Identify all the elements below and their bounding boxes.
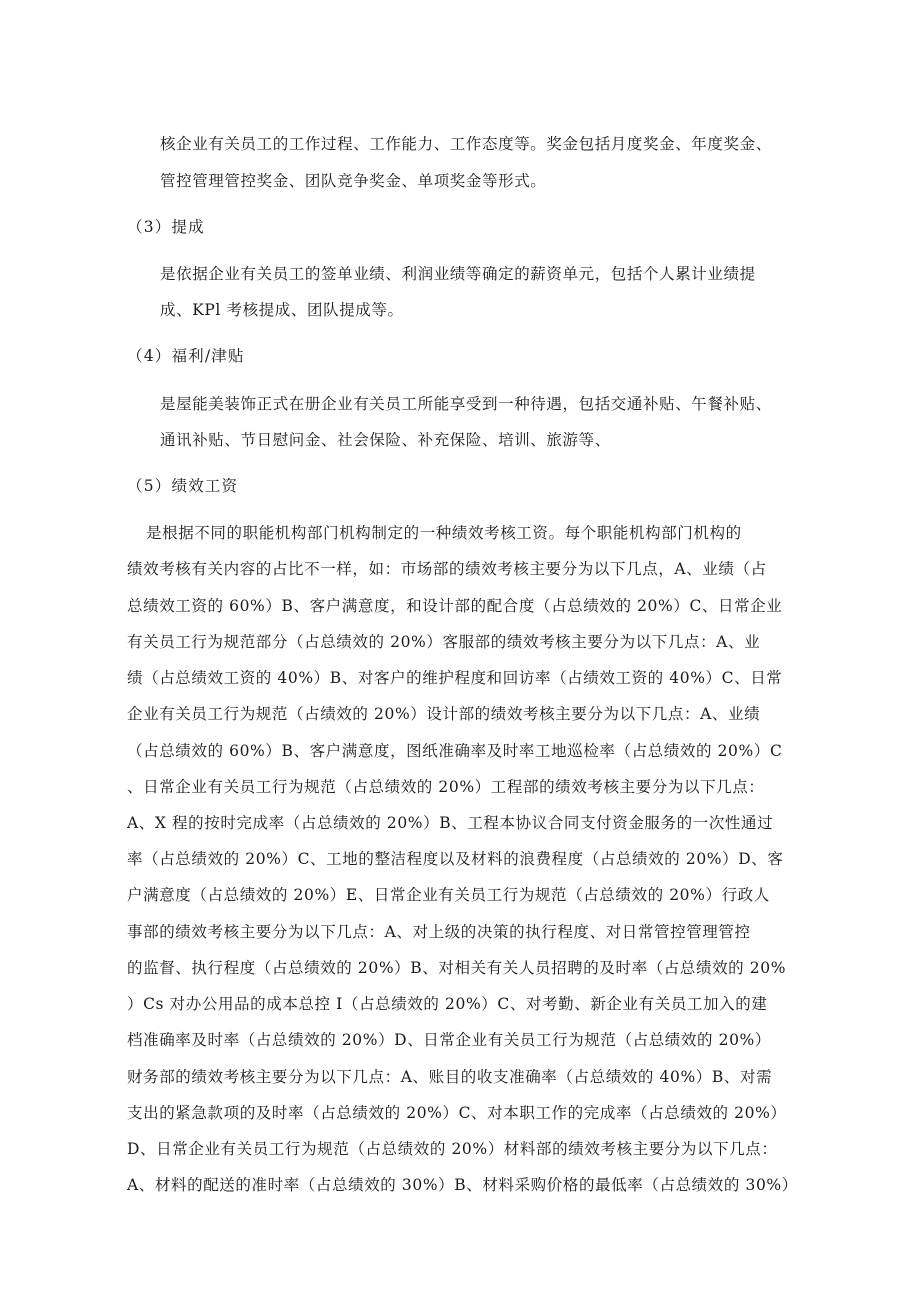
performance-text-line: 的监督、执行程度（占总绩效的 20%）B、对相关有关人员招聘的及时率（占总绩效的 20% [127,959,787,977]
commission-text-line: 成、KPl 考核提成、团队提成等。 [160,301,404,319]
performance-text-line: 绩效考核有关内容的占比不一样，如：市场部的绩效考核主要分为以下几点，A、业绩（占 [127,560,767,578]
performance-text-line: 户满意度（占总绩效的 20%）E、日常企业有关员工行为规范（占总绩效的 20%）行政人 [127,886,770,904]
welfare-heading: （4）福利/津贴 [127,347,245,365]
performance-text-line: 企业有关员工行为规范（占绩效的 20%）设计部的绩效考核主要分为以下几点：A、业绩 [127,705,761,723]
performance-heading: （5）绩效工资 [127,477,239,495]
commission-text-line: 是依据企业有关员工的签单业绩、利润业绩等确定的薪资单元，包括个人累计业绩提 [160,265,756,283]
bonus-text-line: 核企业有关员工的工作过程、工作能力、工作态度等。奖金包括月度奖金、年度奖金、 [160,135,772,153]
welfare-text-line: 是屋能美装饰正式在册企业有关员工所能享受到一种待遇，包括交通补贴、午餐补贴、 [160,395,772,413]
commission-heading: （3）提成 [127,218,205,236]
performance-text-line: 绩（占总绩效工资的 40%）B、对客户的维护程度和回访率（占绩效工资的 40%）C、日常 [127,669,783,687]
performance-text-line: A、材料的配送的准时率（占总绩效的 30%）B、材料采购价格的最低率（占总绩效的 30%） [127,1176,798,1194]
performance-text-line: 档准确率及时率（占总绩效的 20%）D、日常企业有关员工行为规范（占总绩效的 20%） [127,1031,771,1049]
performance-text-line: 财务部的绩效考核主要分为以下几点：A、账目的收支准确率（占总绩效的 40%）B、对需 [127,1068,773,1086]
performance-text-line: 支出的紧急款项的及时率（占总绩效的 20%）C、对本职工作的完成率（占总绩效的 20%） [127,1104,787,1122]
bonus-text-line: 管控管理管控奖金、团队竞争奖金、单项奖金等形式。 [160,172,547,190]
performance-text-line: ）Cs 对办公用品的成本总控 I（占总绩效的 20%）C、对考勤、新企业有关员工加入的建 [127,995,768,1013]
performance-text-line: 是根据不同的职能机构部门机构制定的一种绩效考核工资。每个职能机构部门机构的 [146,524,742,542]
performance-text-line: 率（占总绩效的 20%）C、工地的整洁程度以及材料的浪费程度（占总绩效的 20%）D、客 [127,850,784,868]
performance-text-line: A、X 程的按时完成率（占总绩效的 20%）B、工程本协议合同支付资金服务的一次性通过 [127,814,774,832]
performance-text-line: 有关员工行为规范部分（占总绩效的 20%）客服部的绩效考核主要分为以下几点：A、业 [127,633,761,651]
performance-text-line: （占总绩效的 60%）B、客户满意度，图纸准确率及时率工地巡检率（占总绩效的 20%）C [127,742,783,760]
performance-text-line: 总绩效工资的 60%）B、客户满意度，和设计部的配合度（占总绩效的 20%）C、日常企业 [127,597,783,615]
performance-text-line: D、日常企业有关员工行为规范（占总绩效的 20%）材料部的绩效考核主要分为以下几点： [127,1140,778,1158]
performance-text-line: 、日常企业有关员工行为规范（占总绩效的 20%）工程部的绩效考核主要分为以下几点： [127,778,765,796]
performance-text-line: 事部的绩效考核主要分为以下几点：A、对上级的决策的执行程度、对日常管控管理管控 [127,923,751,941]
welfare-text-line: 通讯补贴、节日慰问金、社会保险、补充保险、培训、旅游等、 [160,431,611,449]
